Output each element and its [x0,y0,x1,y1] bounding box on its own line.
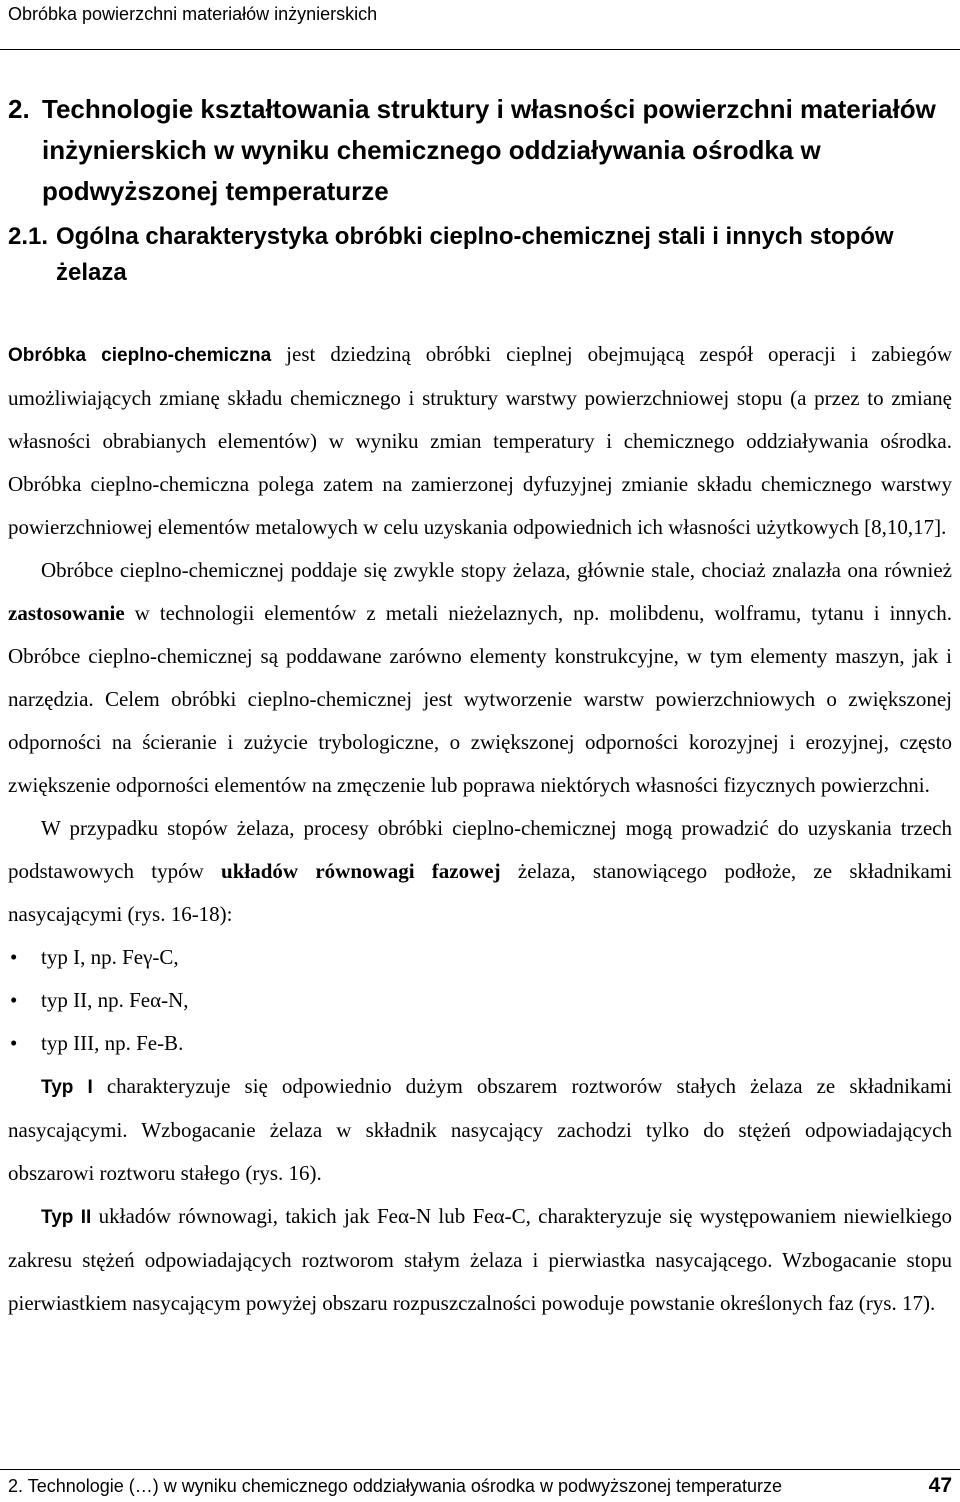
page-number: 47 [928,1474,952,1497]
list-item [8,979,952,1022]
defined-term: Obróbka cieplno-chemiczna [8,345,272,366]
header-rule [0,49,960,50]
list-item [8,936,952,979]
footer-text: 2. Technologie (…) w wyniku chemicznego oddziaływania ośrodka w podwyższonej temperaturze [8,1476,783,1496]
paragraph-definition [8,333,952,549]
paragraph-type-1 [8,1065,952,1195]
section-number: 2.1. [8,223,49,250]
chapter-title: Technologie kształtowania struktury i własności powierzchni materiałów inżynierskich w wyniku chemicznego oddziaływania ośrodka w podwyższonej temperaturze [42,94,936,206]
list-item-text: typ I, np. Feγ-C, [41,945,179,969]
bullet-icon: • [10,945,18,969]
paragraph-type-2 [8,1195,952,1325]
running-header: Obróbka powierzchni materiałów inżynierskich [8,4,378,24]
section-title: Ogólna charakterystyka obróbki cieplno-chemicznej stali i innych stopów żelaza [56,223,894,286]
list-item-text: typ III, np. Fe-B. [41,1031,184,1055]
paragraph-text: układów równowagi, takich jak Feα-N lub Feα-C, charakteryzuje się występowaniem niewielkiego zakresu stężeń odpowiadających roztworom stałym żelaza i pierwiastka nasycającego. Wzbogacanie stopu pierwiastkiem nasycającym powyżej obszaru rozpuszczalności powoduje powstanie określonych faz (rys. 17). [8,1204,952,1315]
bullet-icon: • [10,1031,18,1055]
chapter-number: 2. [8,94,30,124]
paragraph-text: Obróbce cieplno-chemicznej poddaje się zwykle stopy żelaza, głównie stale, chociaż znalazła ona również [41,558,952,582]
paragraph-text: charakteryzuje się odpowiednio dużym obszarem roztworów stałych żelaza ze składnikami nasycającymi. Wzbogacanie żelaza w składnik nasycający zachodzi tylko do stężeń odpowiadających obszarowi roztworu stałego (rys. 16). [8,1074,952,1185]
bold-term: układów równowagi fazowej [221,859,501,883]
type-label: Typ II [41,1207,92,1228]
paragraph-text: żelaza, stanowiącego podłoże, ze składnikami nasycającymi (rys. 16-18): [8,859,953,926]
list-item [8,1022,952,1065]
list-item-text: typ II, np. Feα-N, [41,988,189,1012]
paragraph-applications [8,549,952,807]
type-label: Typ I [41,1077,93,1098]
paragraph-text: W przypadku stopów żelaza, procesy obróbki cieplno-chemicznej mogą prowadzić do uzyskania trzech podstawowych typów [8,816,952,883]
chapter-heading [8,89,948,212]
running-footer [8,1474,952,1498]
paragraph-text: jest dziedziną obróbki cieplnej obejmującą zespół operacji i zabiegów umożliwiających zmianę składu chemicznego i struktury warstwy powierzchniowej stopu (a przez to zmianę własności obrabianych elementów) w wyniku zmian temperatury i chemicznego oddziaływania ośrodka. Obróbka cieplno-chemiczna polega zatem na zamierzonej dyfuzyjnej zmianie składu chemicznego warstwy powierzchniowej elementów metalowych w celu uzyskania odpowiednich ich własności użytkowych [8,10,17]. [8,342,952,539]
bullet-icon: • [10,988,18,1012]
body-text [8,333,952,1325]
section-heading [8,219,948,291]
bold-term: zastosowanie [8,601,125,625]
paragraph-text: w technologii elementów z metali nieżelaznych, np. molibdenu, wolframu, tytanu i innych. Obróbce cieplno-chemicznej są poddawane zarówno elementy konstrukcyjne, w tym elementy maszyn, jak i narzędzia. Celem obróbki cieplno-chemicznej jest wytworzenie warstw powierzchniowych o zwiększonej odporności na ścieranie i zużycie trybologiczne, o zwiększonej odporności korozyjnej i erozyjnej, często zwiększenie odporności elementów na zmęczenie lub poprawa niektórych własności fizycznych powierzchni. [8,601,952,797]
paragraph-equilibrium [8,807,952,936]
footer-rule [0,1469,960,1470]
type-list [8,936,952,1065]
